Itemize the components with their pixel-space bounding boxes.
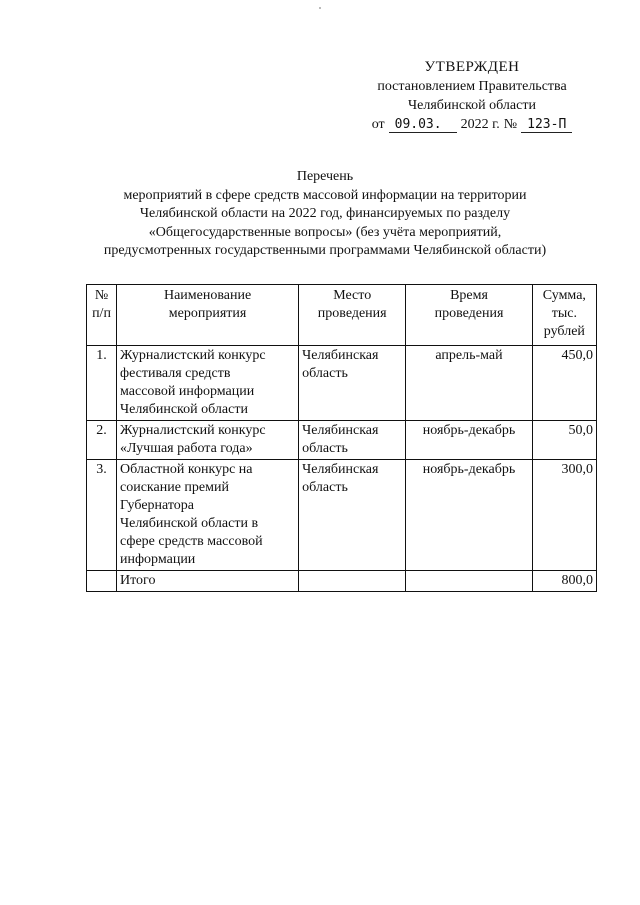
title-line-5: предусмотренных государственными программами Челябинской области) [103,243,547,258]
total-empty-cell [406,571,532,592]
row-name-line: фестиваля средств [120,366,231,381]
date-value: 09.03. [389,117,457,133]
number-value: 123-П [521,117,572,133]
header-time [406,285,532,346]
row-place-line: область [302,366,348,381]
total-empty-cell [299,571,406,592]
total-row [87,571,597,592]
row-name [117,346,299,421]
row-name-line: информации [120,552,196,567]
header-text: п/п [92,306,111,321]
date-suffix: 2022 г. [460,117,500,132]
row-name-line: сфере средств массовой [120,534,263,549]
number-prefix: № [503,117,518,132]
table-row [87,346,597,421]
total-sum: 800,0 [532,571,596,592]
table-header-row [87,285,597,346]
row-name-line: Журналистский конкурс [120,348,266,363]
approval-line-1: постановлением Правительства [377,79,567,94]
row-name [117,421,299,460]
row-place-line: область [302,480,348,495]
row-time: ноябрь-декабрь [406,460,532,571]
header-name [117,285,299,346]
date-prefix: от [371,117,385,132]
row-place [299,346,406,421]
table-row [87,421,597,460]
approval-date-line [352,115,592,134]
row-place [299,460,406,571]
events-table [86,284,597,592]
header-text: Место [333,288,372,303]
header-text: мероприятия [168,306,247,321]
header-text: Время [450,288,488,303]
header-text: проведения [434,306,504,321]
row-name-line: «Лучшая работа года» [120,441,253,456]
header-text: Сумма, [542,288,586,303]
row-name-line: Областной конкурс на [120,462,253,477]
header-text: Наименование [163,288,252,303]
row-name [117,460,299,571]
row-time: апрель-май [406,346,532,421]
approval-block [352,58,592,134]
row-place-line: Челябинская [302,348,379,363]
row-name-line: Челябинской области [120,402,248,417]
header-text: № [94,288,109,303]
row-name-line: Челябинской области в [120,516,259,531]
title-line-3: Челябинской области на 2022 год, финансируемых по разделу [139,206,511,221]
row-sum: 450,0 [532,346,596,421]
row-sum: 50,0 [532,421,596,460]
row-name-line: Журналистский конкурс [120,423,266,438]
scan-speck [319,7,321,9]
approval-stamp: УТВЕРЖДЕН [424,59,520,75]
row-place [299,421,406,460]
row-number: 1. [87,346,117,421]
document-title [80,168,570,261]
row-place-line: Челябинская [302,462,379,477]
title-line-1: Перечень [296,169,354,184]
header-place [299,285,406,346]
row-number: 2. [87,421,117,460]
row-name-line: массовой информации [120,384,255,399]
approval-line-2: Челябинской области [408,98,536,113]
row-name-line: Губернатора [120,498,195,513]
header-text: проведения [317,306,387,321]
header-text: рублей [543,324,585,339]
total-label: Итого [117,571,299,592]
header-number [87,285,117,346]
row-time: ноябрь-декабрь [406,421,532,460]
row-sum: 300,0 [532,460,596,571]
row-name-line: соискание премий [120,480,229,495]
title-line-2: мероприятий в сфере средств массовой информации на территории [123,187,527,203]
row-place-line: Челябинская [302,423,379,438]
total-empty-cell [87,571,117,592]
header-text: тыс. [551,306,577,321]
header-sum [532,285,596,346]
title-line-4: «Общегосударственные вопросы» (без учёта мероприятий, [148,224,502,240]
table-row [87,460,597,571]
row-place-line: область [302,441,348,456]
row-number: 3. [87,460,117,571]
